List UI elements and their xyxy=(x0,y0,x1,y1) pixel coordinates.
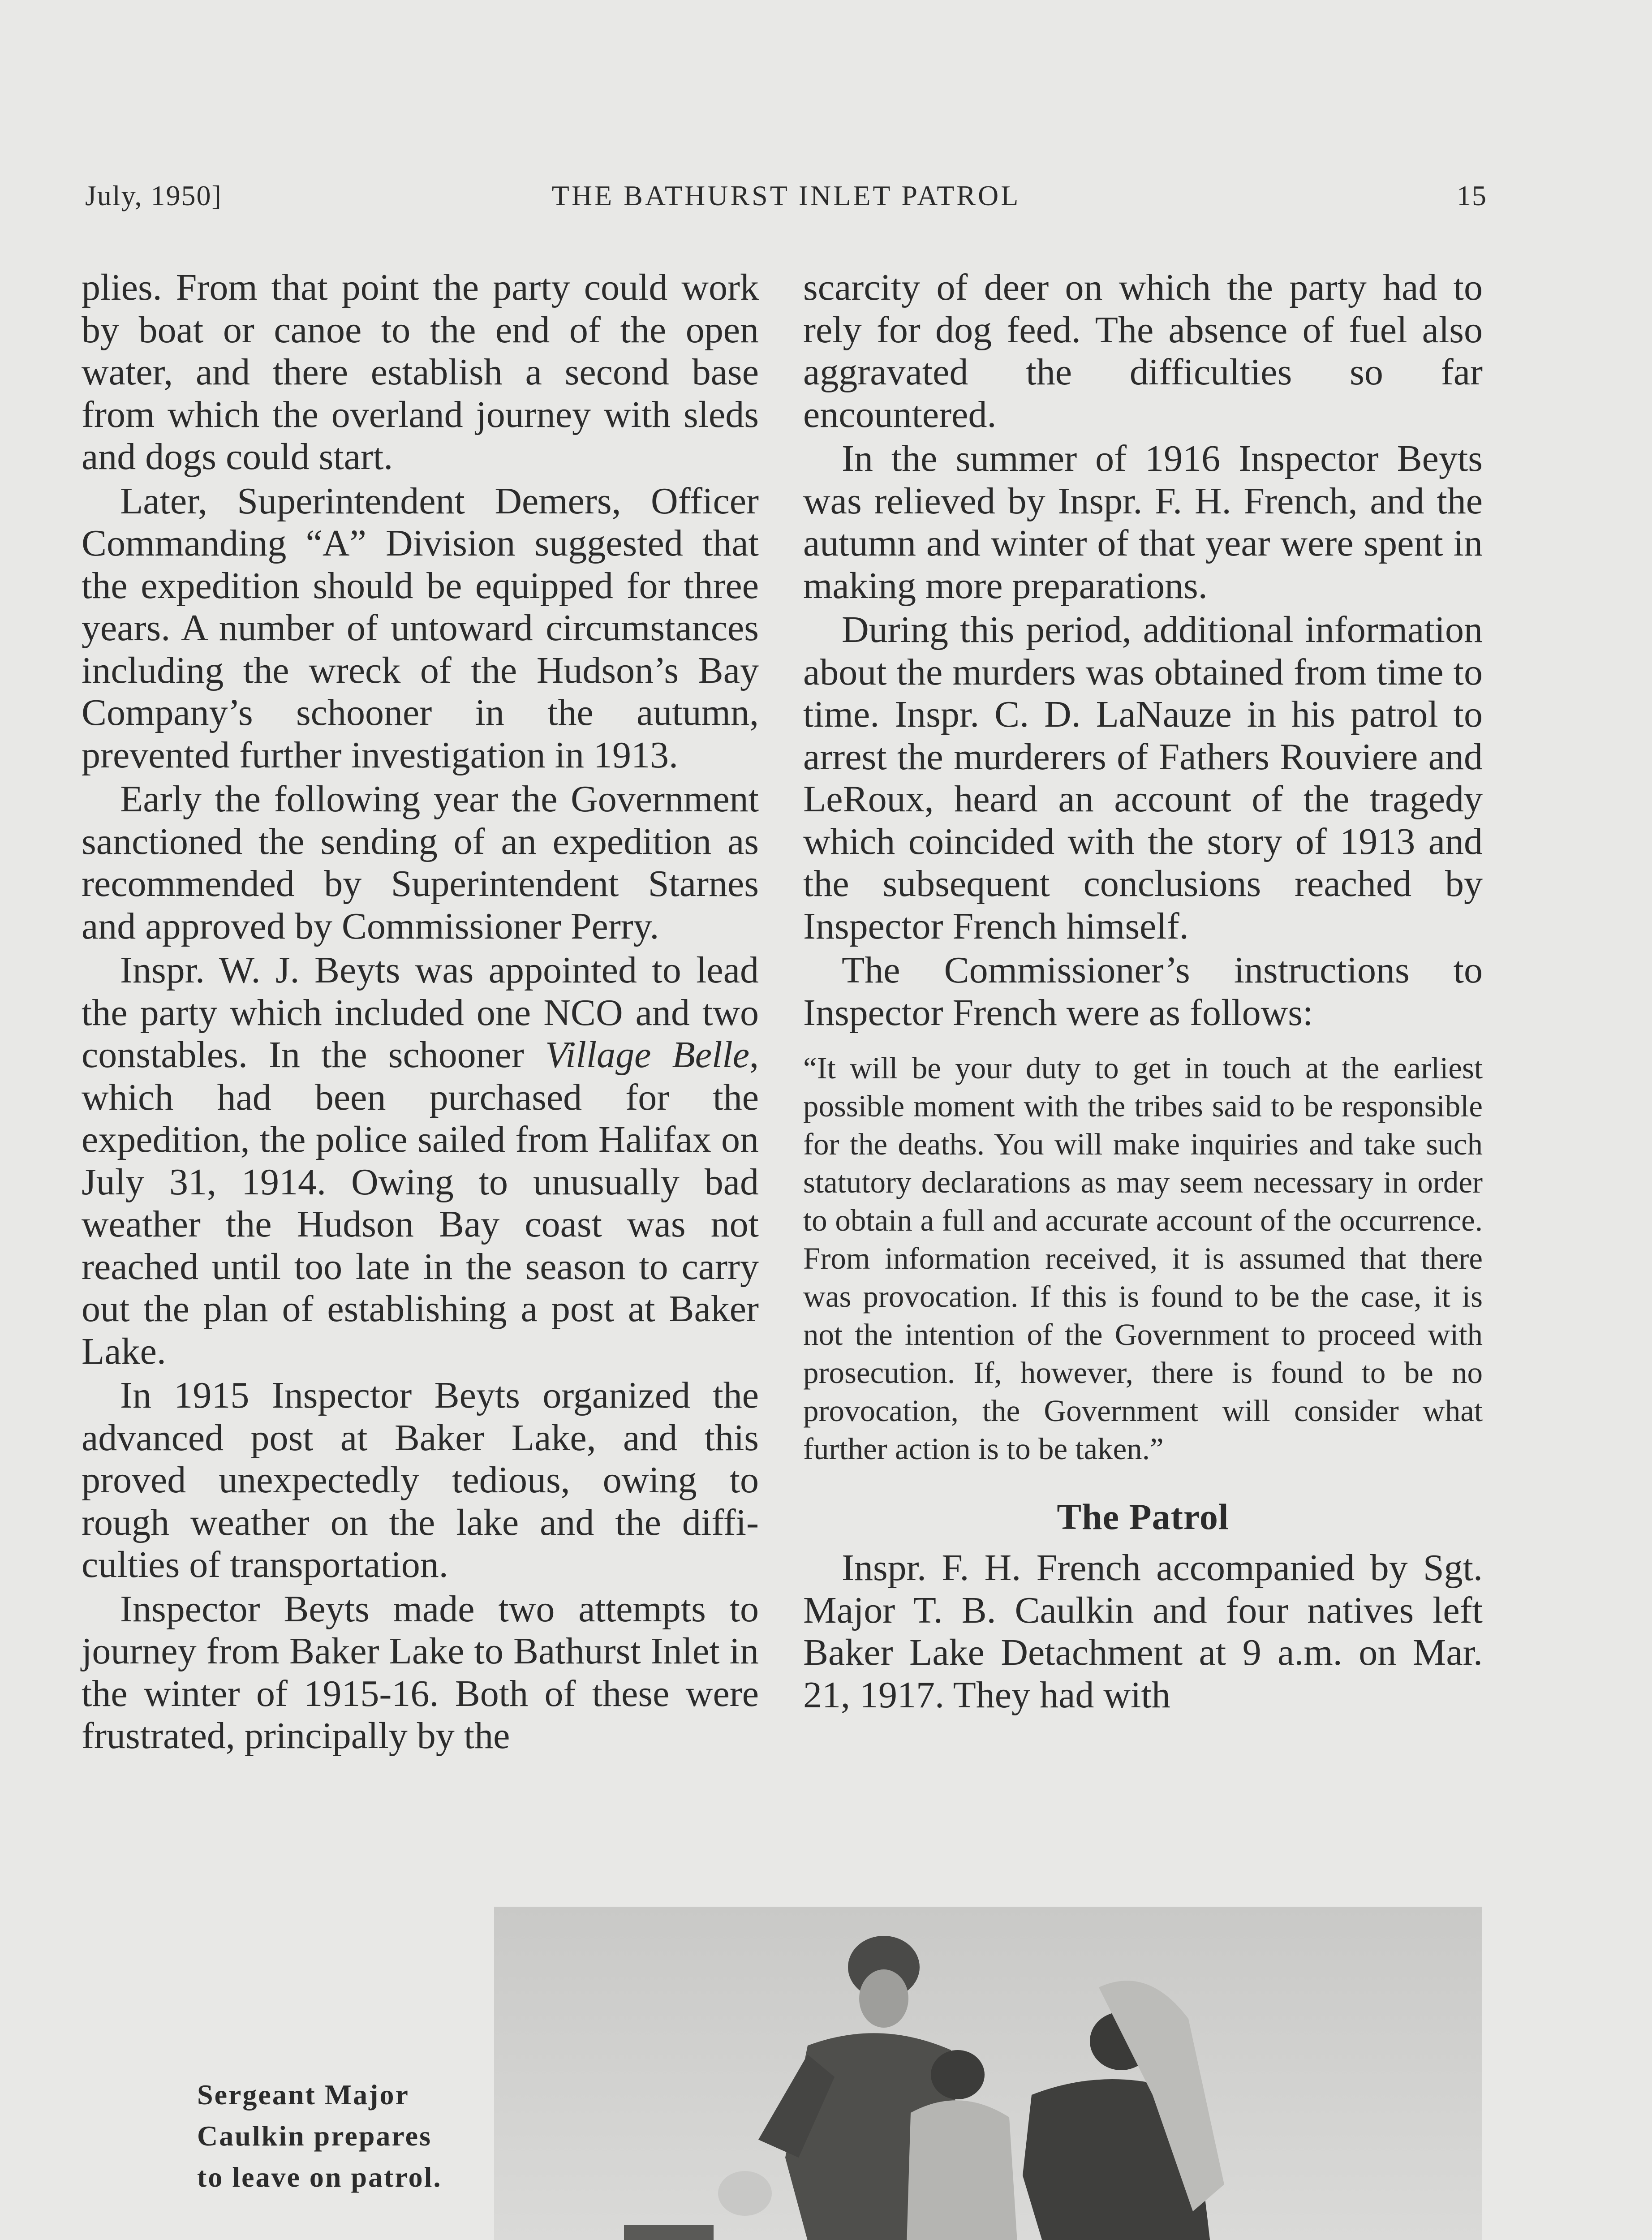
paragraph: Inspector Beyts made two attempts to journey from Baker Lake to Bathurst Inlet in the winter of 1915-16. Both of these were frustrated, principally by the xyxy=(82,1588,759,1757)
text-run: Inspr. W. J. Beyts was appointed to lead the party which included one NCO and two constables. In the schooner xyxy=(82,949,759,1076)
paragraph: The Commissioner’s instructions to Inspector French were as follows: xyxy=(803,949,1483,1034)
running-header xyxy=(85,179,1487,220)
paragraph: scarcity of deer on which the party had to rely for dog feed. The absence of fuel also aggravated the difficulties so far encountered. xyxy=(803,267,1483,435)
section-heading: The Patrol xyxy=(1057,1496,1229,1537)
paragraph: In 1915 Inspector Beyts organized the advanced post at Baker Lake, and this proved unexpectedly tedious, owing to rough weather on the lake and the difficulties of transportation. xyxy=(82,1374,759,1585)
ship-name: Village Belle xyxy=(545,1034,749,1076)
right-column xyxy=(803,267,1483,1716)
quote-text: “It will be your duty to get in touch at the earliest possible moment with the tribes said to be responsible for the deaths. You will make inquiries and take such statutory declarations as may seem necessary in order to obtain a full and accurate account of the occurrence. From information received, it is assumed that there was provocation. If this is found to be the case, it is not the intention of the Government to proceed with prosecution. If, however, there is found to be no provocation, the Government will consider what further action is to be taken.” xyxy=(803,1051,1483,1466)
header-date: July, 1950] xyxy=(85,180,222,211)
left-column xyxy=(82,267,759,1758)
paragraph: Later, Superintendent Demers, Officer Commanding “A” Division suggested that the expedition should be equipped for three years. A number of untoward circumstances including the wreck of the Hudson’s Bay Company’s schooner in the autumn, prevented further investigation in 1913. xyxy=(82,480,759,776)
page-number: 15 xyxy=(1457,180,1487,211)
block-quote xyxy=(803,1049,1483,1468)
figure-caption: Sergeant Major Caulkin prepares to leave on patrol. xyxy=(197,2079,442,2193)
paragraph: plies. From that point the party could work by boat or canoe to the end of the open water, and there establish a second base from which the overland journey with sleds and dogs could start. xyxy=(82,267,759,478)
paragraph: In the summer of 1916 Inspector Beyts was relieved by Inspr. F. H. French, and the autumn and winter of that year were spent in making more preparations. xyxy=(803,438,1483,607)
text-run: , which had been purchased for the expedition, the police sailed from Halifax on July 31, 1914. Owing to unusually bad weather the Hudson Bay coast was not reached until too late in the season to carry out the plan of establishing a post at Baker Lake. xyxy=(82,1034,759,1372)
photo-illustration xyxy=(494,1907,1482,2240)
paragraph: Inspr. F. H. French accompanied by Sgt. Major T. B. Caulkin and four natives left Baker Lake Detachment at 9 a.m. on Mar. 21, 1917. They had with xyxy=(803,1547,1483,1716)
paragraph xyxy=(82,949,759,1373)
header-title: THE BATHURST INLET PATROL xyxy=(551,180,1021,211)
paragraph: During this period, additional information about the murders was obtained from time to time. Inspr. C. D. LaNauze in his patrol to arrest the murderers of Fathers Rouviere and LeRoux, heard an account of the tragedy which coincided with the story of 1913 and the subsequent conclusions reached by Inspector French himself. xyxy=(803,609,1483,947)
photo-men-preparing-sled xyxy=(494,1907,1482,2240)
paragraph: Early the following year the Government sanctioned the sending of an expedition as recommended by Superintendent Starnes and approved by Commissioner Perry. xyxy=(82,778,759,947)
